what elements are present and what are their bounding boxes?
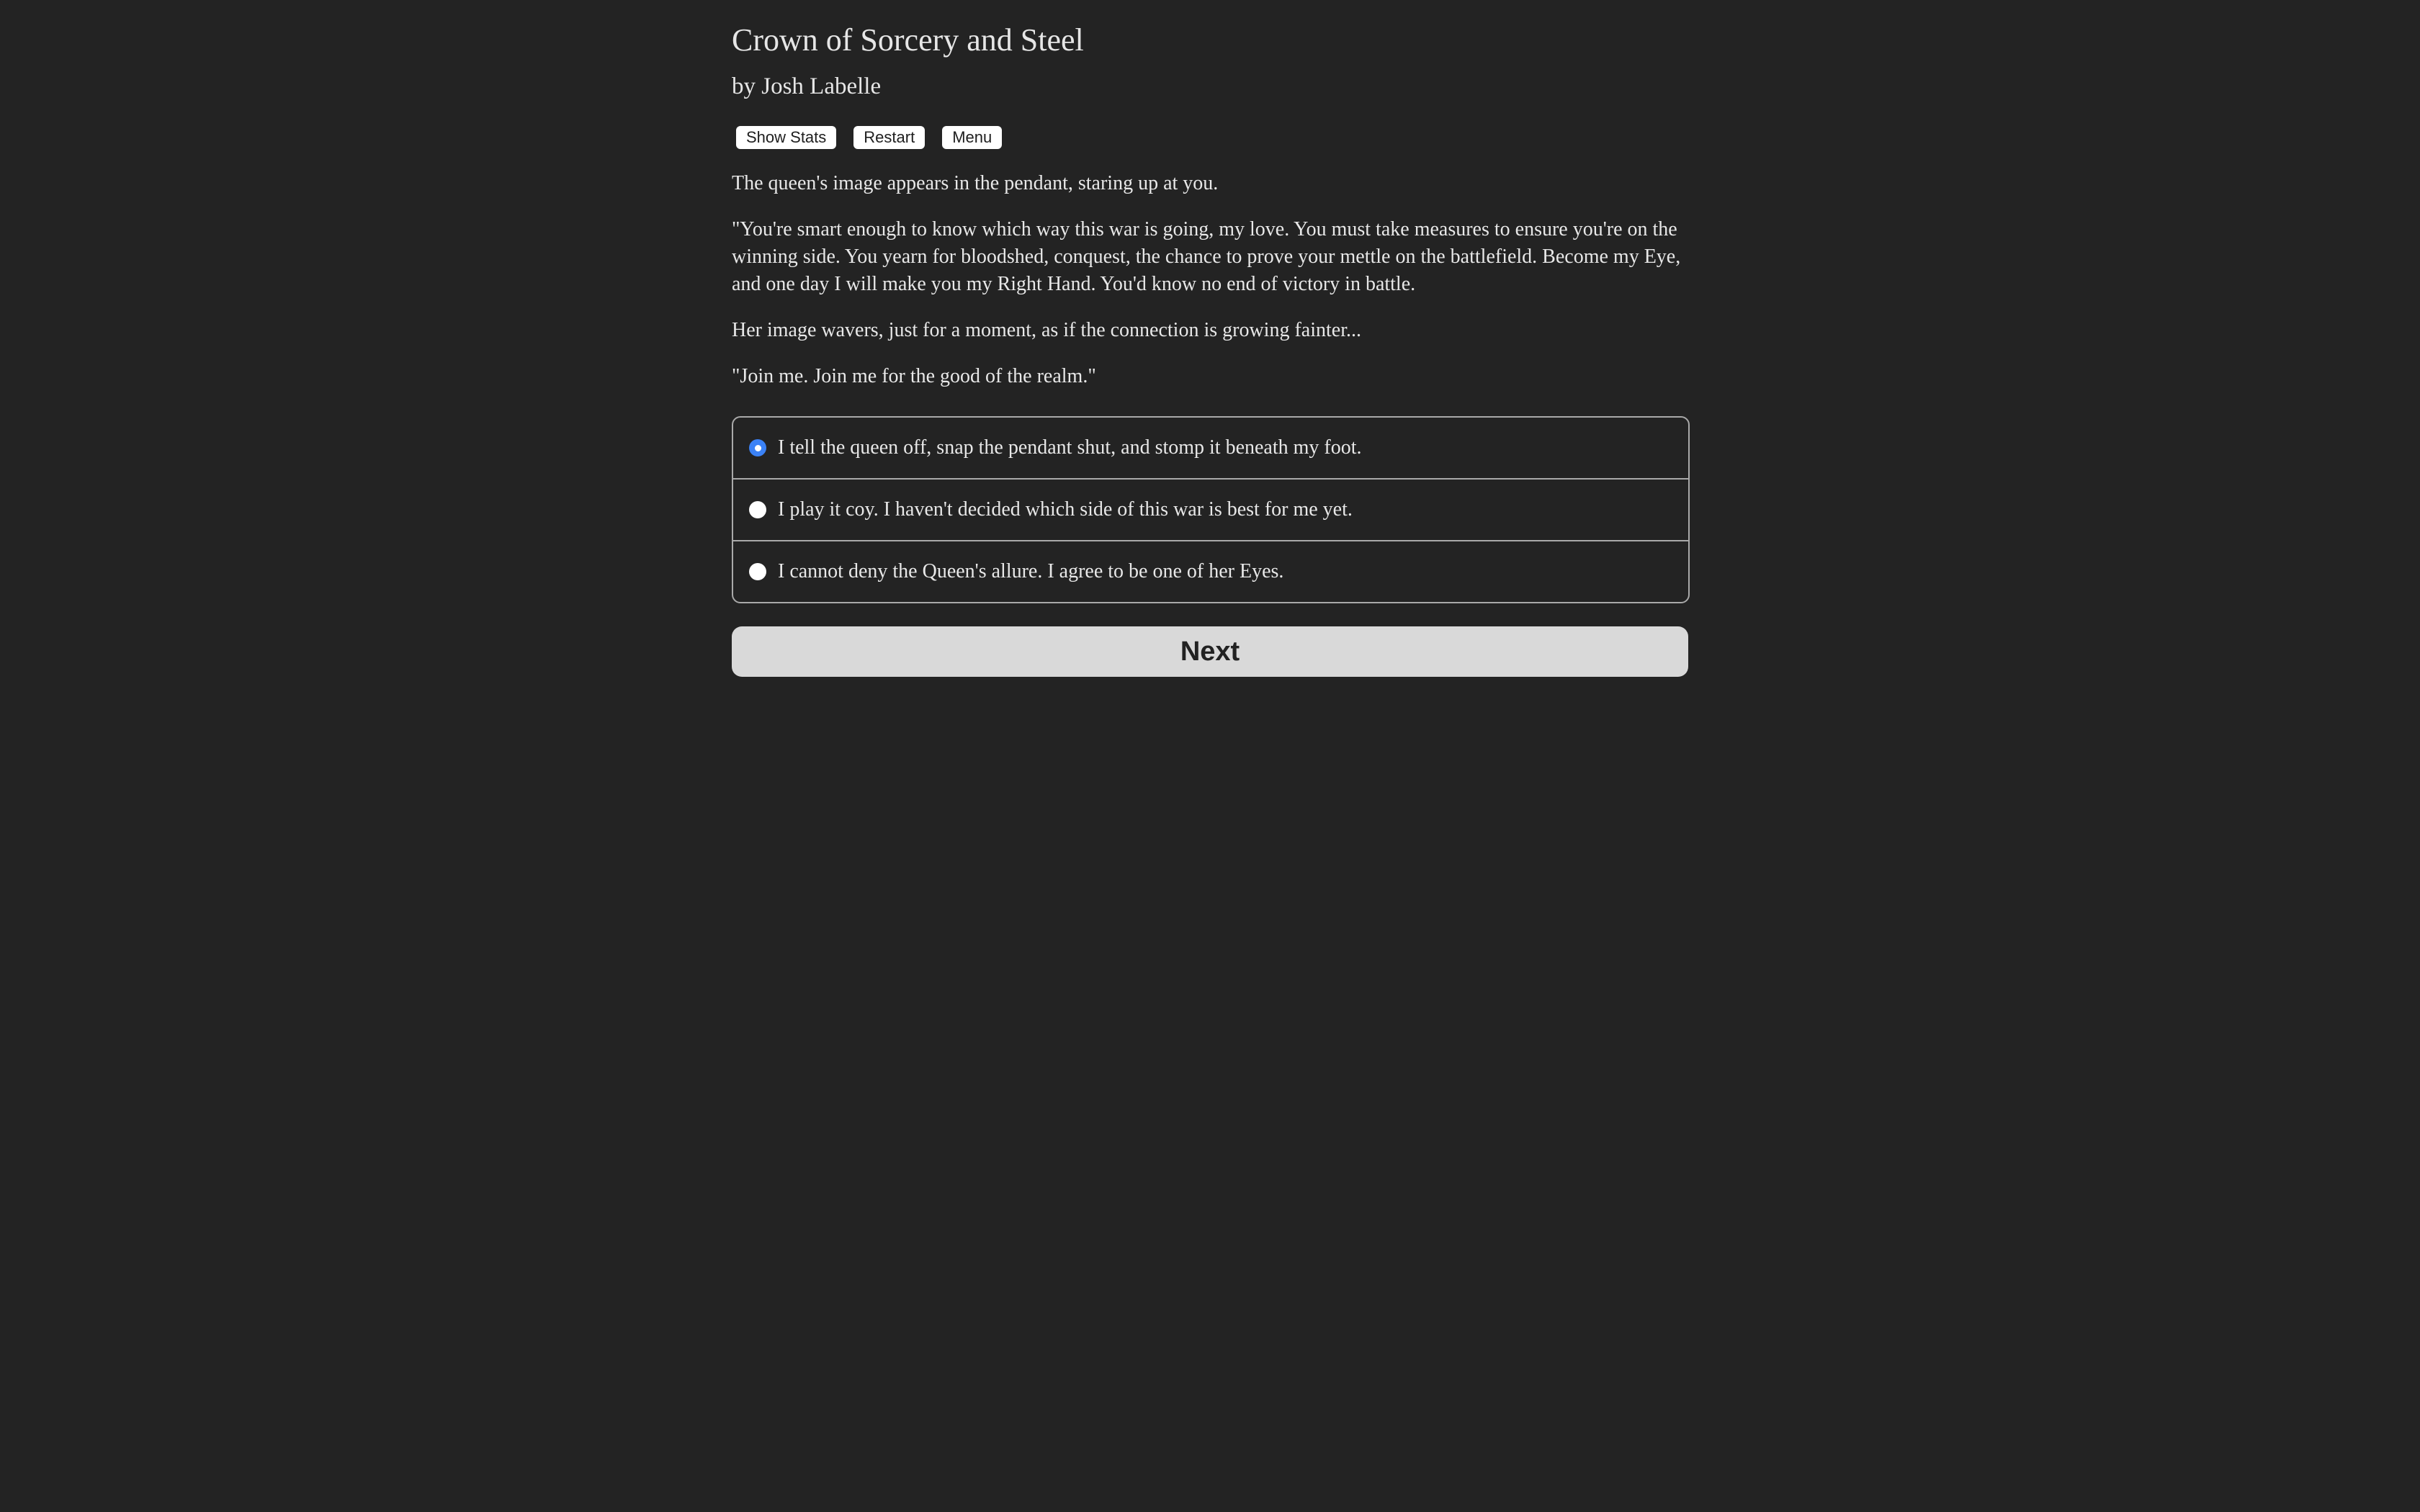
game-title: Crown of Sorcery and Steel [732, 22, 1084, 58]
author-byline: by Josh Labelle [732, 73, 882, 99]
radio-selected-icon[interactable] [749, 439, 766, 456]
choice-label: I play it coy. I haven't decided which side of this war is best for me yet. [778, 498, 1353, 521]
choice-list [732, 416, 1690, 603]
radio-unselected-icon[interactable] [749, 501, 766, 518]
choice-option[interactable] [733, 478, 1688, 540]
choice-label: I tell the queen off, snap the pendant shut, and stomp it beneath my foot. [778, 436, 1362, 459]
story-text [732, 170, 1688, 409]
toolbar [736, 126, 1002, 149]
story-paragraph: "You're smart enough to know which way this war is going, my love. You must take measures to ensure you're on the winning side. You yearn for bloodshed, conquest, the chance to prove your mettle on the battlefield. Become my Eye, and one day I will make you my Right Hand. You'd know no end of victory in battle. [732, 218, 1681, 295]
restart-button[interactable]: Restart [853, 126, 925, 149]
choice-option[interactable] [733, 418, 1688, 478]
story-paragraph: Her image wavers, just for a moment, as if the connection is growing fainter... [732, 319, 1361, 341]
choice-option[interactable] [733, 540, 1688, 602]
show-stats-button[interactable]: Show Stats [736, 126, 836, 149]
story-paragraph: The queen's image appears in the pendant, staring up at you. [732, 172, 1219, 194]
choice-label: I cannot deny the Queen's allure. I agree to be one of her Eyes. [778, 560, 1284, 582]
menu-button[interactable]: Menu [942, 126, 1002, 149]
radio-unselected-icon[interactable] [749, 563, 766, 580]
next-button[interactable]: Next [732, 626, 1688, 677]
story-paragraph: "Join me. Join me for the good of the realm." [732, 365, 1096, 387]
